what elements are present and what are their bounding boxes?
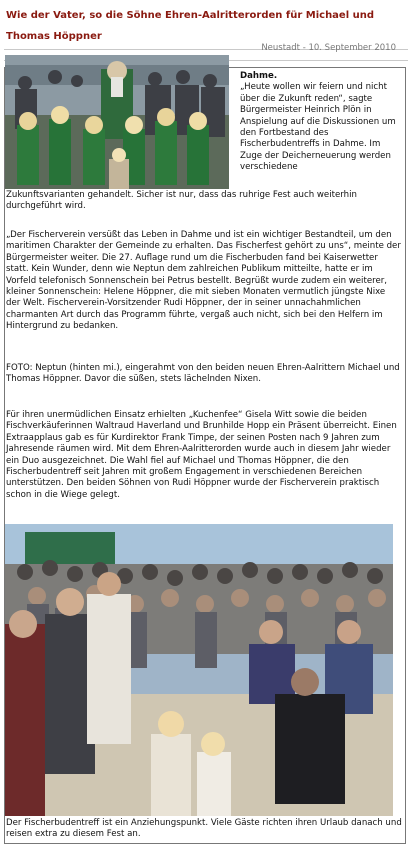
intro-text: „Heute wollen wir feiern und nicht über die Zukunft reden“, sagte Bürgermeister Heinrich Plön in Anspielung auf die Diskussionen um den Fortbestand des Fischerbudentreffs in Dahme. Im Zuge der Deicherneuerung werden verschiedene: [240, 82, 396, 173]
location-label: Dahme.: [240, 71, 278, 81]
photo-caption: Der Fischerbudentreff ist ein Anziehungspunkt. Viele Gäste richten ihren Urlaub danach und reisen extra zu diesem Fest an.: [6, 818, 402, 840]
festival-crowd-photo: [5, 524, 393, 816]
neptune-mermaids-photo: [5, 55, 229, 189]
intro-continued: Zukunftsvarianten gehandelt. Sicher ist nur, dass das ruhrige Fest auch weiterhin durchgeführt wird.: [6, 190, 357, 212]
paragraph-3: Für ihren unermüdlichen Einsatz erhielten „Kuchenfee“ Gisela Witt sowie die beiden Fischverkäuferinnen Waltraud Haverland und Brunhilde Hopp ein Präsent überreicht. Einen Extraapplaus gab es für Kurdirektor Frank Timpe, der seinen Posten nach 9 Jahren zum Jahresende räumen wird. Mit dem Ehren-Aalritterorden wurde auch in diesem Jahr wieder ein Duo ausgezeichnet. Die Wahl fiel auf Michael und Thomas Höppner, die den Fischerbudentreff seit Jahren mit großem Engagement in verschiedenen Bereichen unterstützen. Den beiden Söhnen von Rudi Höppner wurde der Fischerverein praktisch schon in die Wiege gelegt.: [6, 410, 397, 500]
dateline: Neustadt - 10. September 2010: [261, 43, 396, 53]
article-headline: Wie der Vater, so die Söhne Ehren-Aalritterorden für Michael und Thomas Höppner: [6, 10, 375, 42]
photo-credit: FOTO: Neptun (hinten mi.), eingerahmt von den beiden neuen Ehren-Aalrittern Michael und Thomas Höppner. Davor die süßen, stets lächelnden Nixen.: [6, 363, 400, 385]
paragraph-2: „Der Fischerverein versüßt das Leben in Dahme und ist ein wichtiger Bestandteil, um den maritimen Charakter der Gemeinde zu erhalten. Das Fischerfest gehört zu uns“, meinte der Bürgermeister weiter. Die 27. Auflage rund um die Fischerbuden fand bei Kaiserwetter statt. Kein Wunder, denn wie Neptun dem zahlreichen Publikum mitteilte, hatte er im Vorfeld telefonisch Sonnenschein bei Petrus bestellt. Begrüßt wurde zudem ein weiterer, kleiner Sonnenschein: Helene Höppner, die mit sieben Monaten vermutlich jüngste Nixe der Welt. Fischerverein-Vorsitzender Rudi Höppner, der in seiner unnachahmlichen charmanten Art durch das Programm führte, vergaß auch nicht, sich bei den Helfern im Hintergrund zu bedanken.: [6, 230, 401, 332]
intro-paragraph: [240, 71, 400, 174]
